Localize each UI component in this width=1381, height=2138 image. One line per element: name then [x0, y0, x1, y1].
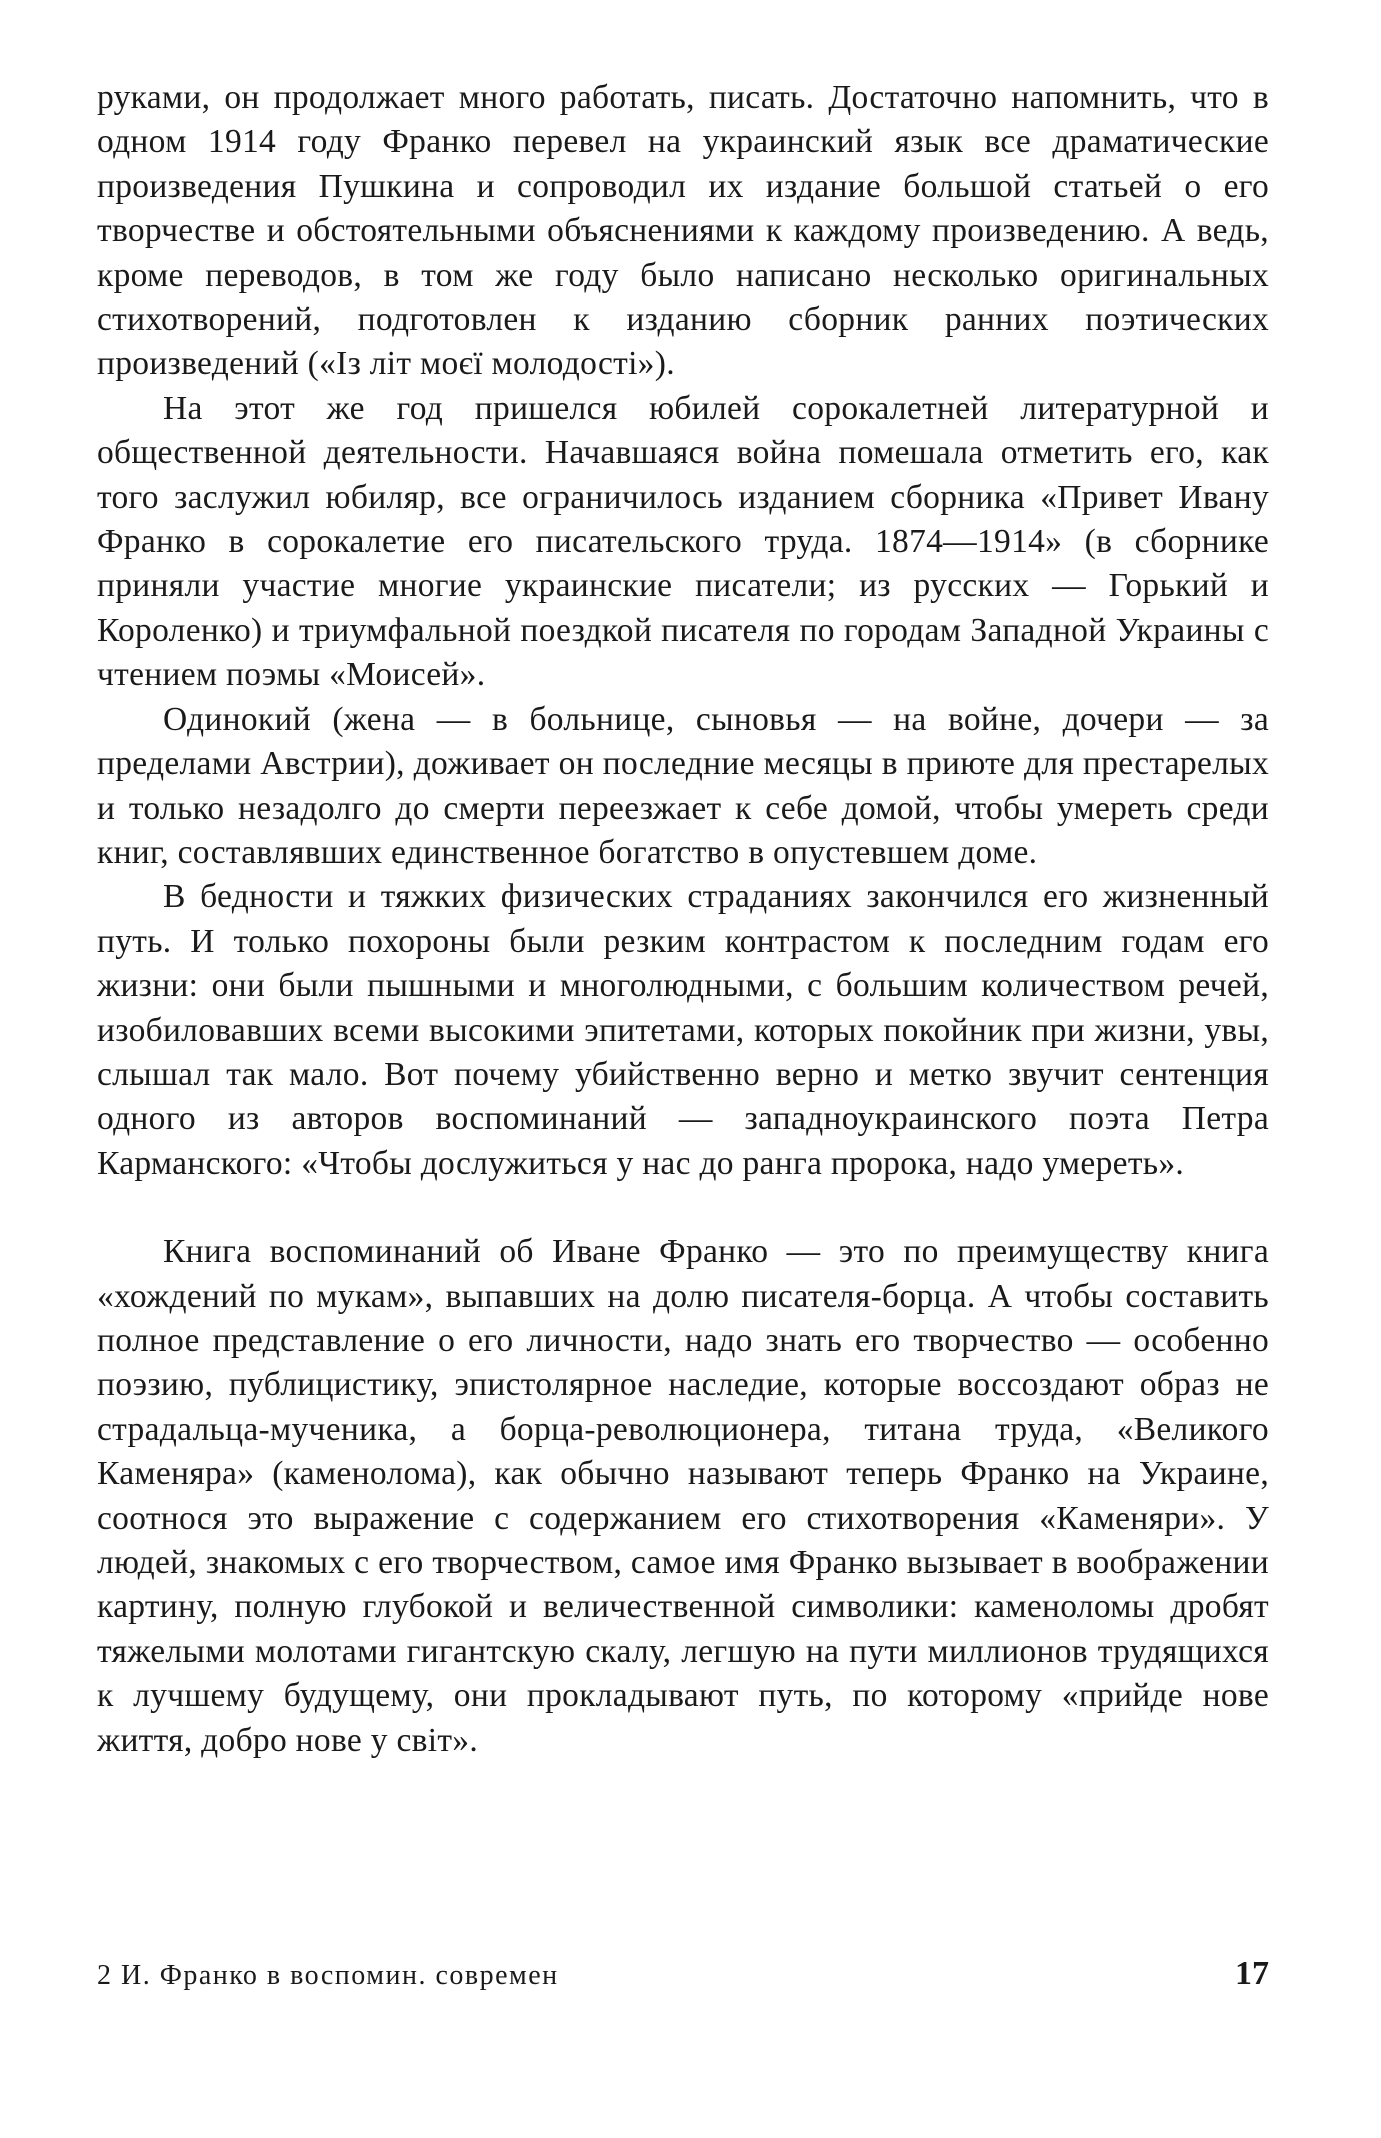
printer-signature: 2 И. Франко в воспомин. современ	[97, 1960, 559, 1991]
page-footer	[97, 1955, 1269, 1993]
page-body	[97, 76, 1269, 1763]
paragraph-1: руками, он продолжает много работать, писать. Достаточно напомнить, что в одном 1914 году Франко перевел на украинский язык все драматические произведения Пушкина и сопроводил их издание большой статьей о его творчестве и обстоятельными объяснениями к каждому произведению. А ведь, кроме переводов, в том же году было написано несколько оригинальных стихотворений, подготовлен к изданию сборник ранних поэтических произведений («Із літ моєї молодості»).	[97, 79, 1269, 383]
paragraph-5: Книга воспоминаний об Иване Франко — это по преимуществу книга «хождений по мукам», выпавших на долю писателя-борца. А чтобы составить полное представление о его личности, надо знать его творчество — особенно поэзию, публицистику, эпистолярное наследие, которые воссоздают образ не страдальца-мученика, а борца-революционера, титана труда, «Великого Каменяра» (каменолома), как обычно называют теперь Франко на Украине, соотнося это выражение с содержанием его стихотворения «Каменяри». У людей, знакомых с его творчеством, самое имя Франко вызывает в воображении картину, полную глубокой и величественной символики: каменоломы дробят тяжелыми молотами гигантскую скалу, легшую на пути миллионов трудящихся к лучшему будущему, они прокладывают путь, по которому «прийде нове життя, добро нове у світ».	[97, 1233, 1269, 1759]
paragraph-2: На этот же год пришелся юбилей сорокалетней литературной и общественной деятельности. Начавшаяся война помешала отметить его, как того заслужил юбиляр, все ограничилось изданием сборника «Привет Ивану Франко в сорокалетие его писательского труда. 1874—1914» (в сборнике приняли участие многие украинские писатели; из русских — Горький и Короленко) и триумфальной поездкой писателя по городам Западной Украины с чтением поэмы «Моисей».	[97, 389, 1269, 694]
paragraph-3: Одинокий (жена — в больнице, сыновья — на войне, дочери — за пределами Австрии), доживает он последние месяцы в приюте для престарелых и только незадолго до смерти переезжает к себе домой, чтобы умереть среди книг, составлявших единственное богатство в опустевшем доме.	[97, 700, 1269, 871]
page-number: 17	[1235, 1955, 1269, 1992]
paragraph-4: В бедности и тяжких физических страданиях закончился его жизненный путь. И только похороны были резким контрастом к последним годам его жизни: они были пышными и многолюдными, с большим количеством речей, изобиловавших всеми высокими эпитетами, которых покойник при жизни, увы, слышал так мало. Вот почему убийственно верно и метко звучит сентенция одного из авторов воспоминаний — западноукраинского поэта Петра Карманского: «Чтобы дослужиться у нас до ранга пророка, надо умереть».	[97, 878, 1269, 1182]
